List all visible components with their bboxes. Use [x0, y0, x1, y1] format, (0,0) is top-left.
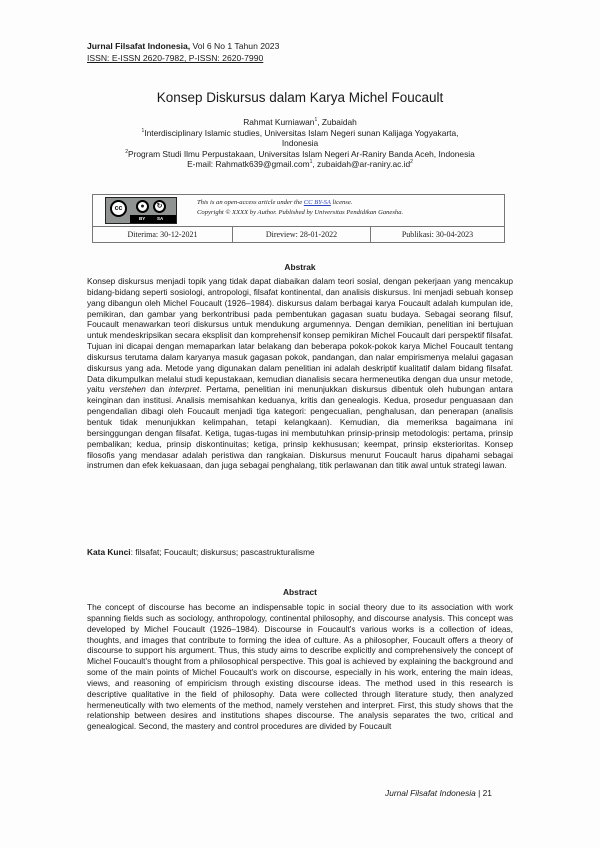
date-reviewed: Direview: 28-01-2022 [233, 227, 371, 243]
journal-name: Jurnal Filsafat Indonesia, [87, 41, 191, 51]
license-line-1: This is an open-access article under the CC BY-SA license. [197, 199, 353, 206]
journal-header [87, 40, 279, 64]
license-top-row [93, 195, 504, 227]
abstrak-body: Konsep diskursus menjadi topik yang tidak dapat diabaikan dalam teori sosial, dengan pekerjaan yang mencakup bidang-bidang seperti sosiologi, antropologi, filsafat kontinental, dan analisis diskursus. Ini menjadi sebuah konsep yang dibangun oleh Michel Foucault (1926–1984). diskursus dalam berbagai karya Foucault adalah kumpulan ide, pemikiran, dan gambar yang berkontribusi pada pembentukan gagasan suatu budaya. Sebagai seorang filsuf, Foucault menawarkan teori diskursus untuk mendukung argumennya. Dengan demikian, penelitian ini bertujuan untuk mendeskripsikan secara eksplisit dan komprehensif konsep pemikiran Michel Foucault dari perspektif filsafat. Tujuan ini dicapai dengan memaparkan latar belakang dan beberapa pokok-pokok karya Michel Foucault tentang diskursus terutama dalam karyanya masuk gagasan pokok, pandangan, dan nalar empirismenya melalui gagasan diskursus yang ada. Metode yang digunakan dalam penelitian ini adalah deskriptif kualitatif dalam bidang filsafat. Data dikumpulkan melalui studi kepustakaan, kemudian dianalisis secara hermeneutika dengan dua unsur metode, yaitu verstehen dan interpret. Pertama, penelitian ini menunjukkan diskursus dibentuk oleh hubungan antara keinginan dan institusi. Analisis memisahkan keduanya, kritis dan genealogis. Kedua, prosedur penguasaan dan pengendalian dibagi oleh Foucault menjadi tiga kategori: pengecualian, penghalusan, dan penerapan (analisis bentuk tidak menunjukkan kelimpahan, tetapi kelangkaan). Kemudian, dia memeriksa bagaimana ini bersinggungan dengan filsafat. Ketiga, tugas-tugas ini membutuhkan prinsip-prinsip metodologis: pertama, prinsip pembalikan; kedua, prinsip diskontinuitas; ketiga, prinsip kekhususan; keempat, prinsip eksterioritas. Konsep filosofis yang mendasar adalah peristiwa dan rangkaian. Diskursus menurut Foucault harus dipahami sebagai instrumen dan efek kekuasaan, dan juga sebagai penghalang, titik perlawanan dan titik awal untuk strategi lawan. [87, 276, 513, 471]
affiliation-1: $^1$Interdisciplinary Islamic studies, Universitas Islam Negeri sunan Kalijaga Yogyakarta, [141, 127, 459, 138]
journal-issn-link[interactable]: ISSN: E-ISSN 2620-7982, P-ISSN: 2620-7990 [87, 53, 264, 63]
affiliation-2: $^2$Program Studi Ilmu Perpustakaan, Universitas Islam Negeri Ar-Raniry Banda Aceh, Indonesia [125, 148, 475, 159]
license-box [92, 194, 505, 243]
license-line-2: Copyright © XXXX by Author. Published by Universitas Pendidikan Ganesha. [197, 209, 404, 216]
abstract-heading: Abstract [283, 587, 317, 597]
cc-by-sa-link[interactable]: CC BY-SA [303, 199, 331, 206]
article-dates-row [93, 227, 504, 243]
abstrak-heading: Abstrak [284, 262, 316, 272]
keywords-line [87, 547, 315, 557]
journal-volume: Vol 6 No 1 Tahun 2023 [190, 41, 280, 51]
date-received: Diterima: 30-12-2021 [93, 227, 233, 243]
page-number: 21 [482, 788, 492, 798]
badge-sa-label: SA [157, 216, 164, 221]
author-block [80, 117, 520, 170]
abstract-body: The concept of discourse has become an indispensable topic in social theory due to its association with work spanning fields such as sociology, anthropology, continental philosophy, and discourse analysis. This concept was developed by Michel Foucault (1926–1984). Discourse in Foucault's various works is a collection of ideas, thoughts, and images that contribute to forming the idea of culture. As a philosopher, Foucault offers a theory of discourse to support his argument. Thus, this study aims to describe explicitly and comprehensively the concept of Michel Foucault's thought from a philosophical perspective. This goal is achieved by explaining the background and some of the main points of Michel Foucault's work on discourse, especially in his work, entering the main ideas, views, and reasoning of empiricism through existing discourse ideas. The method used in this research is descriptive qualitative in the field of philosophy. Data were collected through literature study, then analyzed hermeneutically with two elements of the method, namely verstehen and interpret. First, this study shows that the relationship between desires and institutions shapes discourse. The analysis separates the two, critical and genealogical. Second, the mastery and control procedures are divided by Foucault [87, 602, 513, 732]
license-text [197, 198, 403, 218]
paper-title: Konsep Diskursus dalam Karya Michel Foucault [156, 90, 444, 105]
cc-by-sa-badge[interactable] [105, 197, 177, 224]
footer-journal-name: Jurnal Filsafat Indonesia [385, 788, 476, 798]
creative-commons-icon: cc [110, 200, 127, 217]
affiliation-1-country: Indonesia [281, 138, 319, 149]
date-published: Publikasi: 30-04-2023 [401, 230, 474, 239]
badge-by-label: BY [139, 216, 146, 221]
share-alike-icon: ↻ [153, 200, 166, 213]
page-footer: Jurnal Filsafat Indonesia | 21 [385, 788, 492, 798]
author-names: Rahmat Kurniawan$^1$, Zubaidah [243, 117, 357, 127]
attribution-icon: ● [136, 200, 149, 213]
badge-label-bar [130, 215, 176, 223]
keywords-label: Kata Kunci [87, 547, 131, 557]
author-emails[interactable]: E-mail: Rahmatk639@gmail.com$^1$, $zubaidah@ar-raniry.ac.id^2$ [187, 159, 413, 170]
keywords-value: : filsafat; Foucault; diskursus; pascastrukturalisme [130, 547, 315, 557]
